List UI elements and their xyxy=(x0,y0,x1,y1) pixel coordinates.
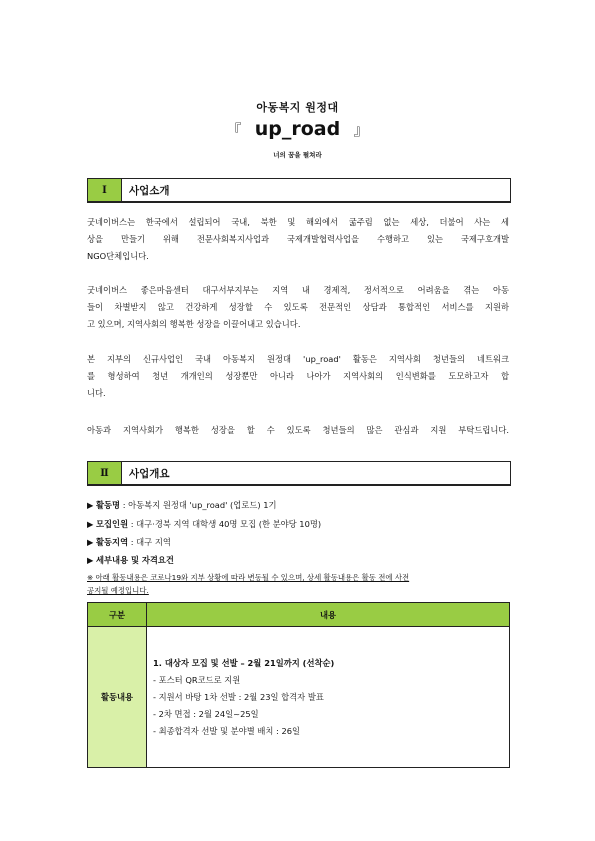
bullet-activity-name xyxy=(87,499,277,511)
program-name: up_road xyxy=(254,118,341,140)
paragraph-line: 를 형성하여 청년 개개인의 성장뿐만 아니라 나아가 지역사회의 인식변화를 도모하고자 합 xyxy=(87,371,509,381)
bullet-marker-icon: ▶ xyxy=(87,555,94,565)
paragraph-3 xyxy=(87,351,509,402)
section-number: Ⅱ xyxy=(88,462,122,484)
schedule-item: - 최종합격자 선발 및 분야별 배치 : 26일 xyxy=(153,725,301,736)
section-header-2 xyxy=(87,461,511,486)
column-header-content: 내용 xyxy=(147,603,510,627)
bullet-label: 세부내용 및 자격요건 xyxy=(96,555,174,565)
section-title: 사업개요 xyxy=(129,467,170,480)
bullet-text: : 대구 지역 xyxy=(128,537,171,547)
notice-line: ※ 아래 활동내용은 코로나19와 지부 상황에 따라 변동될 수 있으며, 상세 활동내용은 활동 전에 사전 xyxy=(87,573,410,582)
bullet-marker-icon: ▶ xyxy=(87,537,94,547)
bullet-label: 활동명 xyxy=(96,500,121,510)
paragraph-4 xyxy=(87,422,509,439)
bullet-recruit-count xyxy=(87,518,321,530)
paragraph-line: 굿네이버스 좋은마음센터 대구서부지부는 지역 내 경제적, 정서적으로 어려움을 겪는 아동 xyxy=(87,285,509,295)
bullet-details xyxy=(87,554,174,566)
bracket-open: 『 xyxy=(226,121,242,139)
section-number: Ⅰ xyxy=(88,179,122,201)
bullet-region xyxy=(87,536,171,548)
activity-table xyxy=(87,602,510,768)
paragraph-line: 상을 만들기 위해 전문사회복지사업과 국제개발협력사업을 수행하고 있는 국제구호개발 xyxy=(87,234,509,244)
paragraph-1 xyxy=(87,214,509,265)
paragraph-line: 아동과 지역사회가 행복한 성장을 할 수 있도록 청년들의 많은 관심과 지원 부탁드립니다. xyxy=(87,425,509,435)
notice-line: 공지될 예정입니다. xyxy=(87,586,149,595)
bullet-label: 활동지역 xyxy=(96,537,129,547)
bracket-close: 』 xyxy=(353,121,369,139)
notice xyxy=(87,571,509,597)
bullet-text: : 아동복지 원정대 'up_road' (업로드) 1기 xyxy=(120,500,277,510)
schedule-heading: 1. 대상자 모집 및 선발 – 2월 21일까지 (선착순) xyxy=(153,657,335,668)
column-header-category: 구분 xyxy=(88,603,147,627)
table-header-row xyxy=(88,603,510,627)
paragraph-line: 들이 차별받지 않고 건강하게 성장할 수 있도록 전문적인 상담과 통합적인 서비스를 지원하 xyxy=(87,302,509,312)
section-header-1 xyxy=(87,178,511,203)
schedule-item: - 지원서 바탕 1차 선발 : 2월 23일 합격자 발표 xyxy=(153,691,324,702)
program-title xyxy=(0,118,595,140)
bullet-marker-icon: ▶ xyxy=(87,500,94,510)
paragraph-line: NGO단체입니다. xyxy=(87,251,149,261)
paragraph-line: 니다. xyxy=(87,388,106,398)
row-header: 활동내용 xyxy=(88,627,147,768)
paragraph-line: 고 있으며, 지역사회의 행복한 성장을 이끌어내고 있습니다. xyxy=(87,319,301,329)
bullet-label: 모집인원 xyxy=(96,519,129,529)
org-title: 아동복지 원정대 xyxy=(256,101,339,114)
slogan: 너의 꿈을 펼쳐라 xyxy=(273,151,322,159)
bullet-text: : 대구·경북 지역 대학생 40명 모집 (한 분야당 10명) xyxy=(128,519,322,529)
schedule-item: - 포스터 QR코드로 지원 xyxy=(153,674,241,685)
row-content xyxy=(147,627,510,768)
bullet-marker-icon: ▶ xyxy=(87,519,94,529)
paragraph-2 xyxy=(87,282,509,333)
table-row xyxy=(88,627,510,768)
schedule-item: - 2차 면접 : 2월 24일~25일 xyxy=(153,708,259,719)
paragraph-line: 굿네이버스는 한국에서 설립되어 국내, 북한 및 해외에서 굶주림 없는 세상, 더불어 사는 세 xyxy=(87,217,509,227)
paragraph-line: 본 지부의 신규사업인 국내 아동복지 원정대 'up_road' 활동은 지역사회 청년들의 네트워크 xyxy=(87,354,509,364)
section-title: 사업소개 xyxy=(129,184,170,197)
